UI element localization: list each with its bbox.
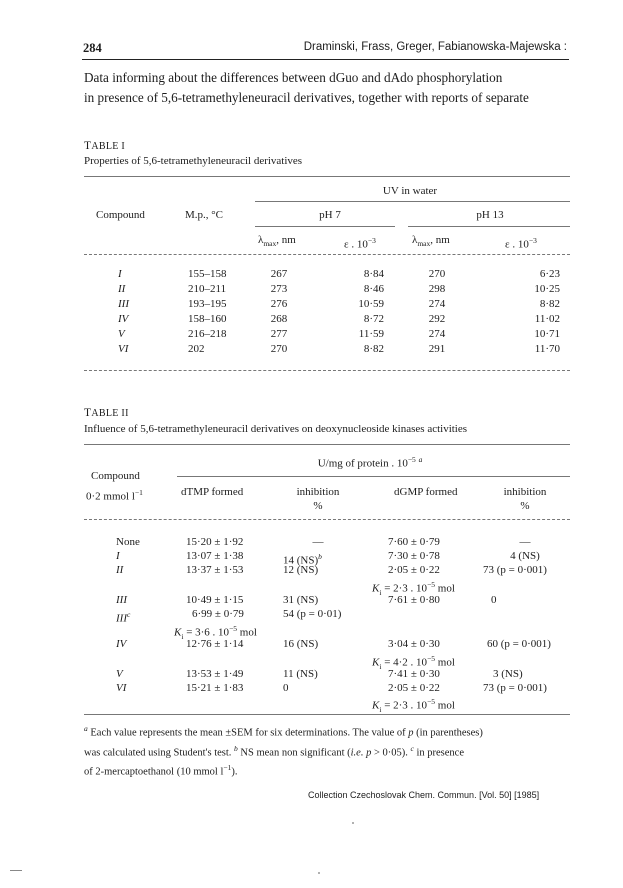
footnote-line: was calculated using Student's test. $^b$ NS mean non significant (i.e. p > 0·05). $^c$ in presence — [84, 743, 465, 758]
table2-dtmp: 10·49 ± 1·15 — [186, 594, 244, 606]
running-header-authors: Draminski, Frass, Greger, Fabianowska-Majewska : — [303, 41, 567, 53]
table1-l7: 270 — [270, 343, 288, 355]
table2-inh2: 73 (p = 0·001) — [483, 682, 547, 694]
table2-dgmp: 3·04 ± 0·30 — [388, 638, 440, 650]
table2-inh1: 14 (NS)$^b$ — [283, 552, 322, 567]
table1-mp: 193–195 — [188, 298, 227, 310]
table1-e7: 8·82 — [363, 343, 384, 355]
table2-top-rule — [84, 444, 570, 445]
table1-compound: V — [118, 328, 125, 340]
table2-dgmp: 7·60 ± 0·79 — [388, 536, 440, 548]
table2-inh1: 31 (NS) — [283, 594, 319, 606]
table1-e13: 10·71 — [534, 328, 560, 340]
table2-dgmp-ki: $K_i = 2\cdot 3$ . $10^{-5}$ mol — [372, 580, 455, 597]
table1-l13: 298 — [428, 283, 446, 295]
table1-mp: 202 — [188, 343, 205, 355]
table2-inh2: 4 (NS) — [510, 550, 540, 562]
table1-ph13-rule — [408, 226, 570, 227]
table1-head-lmax1: $\lambda_{max}$, nm — [258, 234, 296, 249]
table1-mp: 210–211 — [188, 283, 227, 295]
table1-compound: I — [118, 268, 122, 280]
table2-inh2: 60 (p = 0·001) — [487, 638, 551, 650]
table2-dgmp: 7·30 ± 0·78 — [388, 550, 440, 562]
table1-label: TABLE I — [84, 140, 126, 152]
table2-head-pct1: % — [313, 500, 323, 512]
table2-head-compound: Compound — [91, 470, 140, 482]
header-rule — [82, 59, 569, 60]
table1-l13: 274 — [428, 298, 446, 310]
table1-compound: III — [118, 298, 129, 310]
scan-speck — [318, 872, 320, 874]
table2-inh1: — — [312, 536, 324, 548]
table2-dtmp: 15·21 ± 1·83 — [186, 682, 244, 694]
table1-e7: 8·84 — [363, 268, 384, 280]
table1-uv-rule — [255, 201, 570, 202]
table1-head-mp: M.p., °C — [185, 209, 224, 221]
table1-head-ph13: pH 13 — [476, 209, 504, 221]
table2-inh1: 11 (NS) — [283, 668, 318, 680]
intro-paragraph — [84, 68, 572, 108]
table1-compound: IV — [118, 313, 129, 325]
table2-inh1: 0 — [283, 682, 289, 694]
table2-compound: I — [116, 550, 120, 562]
table1-e13: 8·82 — [539, 298, 560, 310]
table1-bottom-rule — [84, 370, 570, 371]
table1-e13: 11·70 — [534, 343, 560, 355]
table2-head-units: U/mg of protein . $10^{-5}$ $^a$ — [317, 455, 423, 470]
table2-head-dtmp: dTMP formed — [181, 486, 244, 498]
table2-head-inh2: inhibition — [503, 486, 547, 498]
table2-dtmp: 13·53 ± 1·49 — [186, 668, 244, 680]
footnote-line: $^a$ Each value represents the mean ±SEM for six determinations. The value of p (in parentheses) — [84, 724, 483, 739]
table2-bottom-rule — [84, 714, 570, 715]
table1-ph7-rule — [255, 226, 395, 227]
table2-dtmp-ki: $K_i = 3\cdot 6$ . $10^{-5}$ mol — [174, 624, 257, 641]
table2-footnotes — [84, 721, 572, 780]
table2-inh1: 16 (NS) — [283, 638, 319, 650]
table1-e13: 6·23 — [539, 268, 560, 280]
table1-head-lmax2: $\lambda_{max}$, nm — [412, 234, 450, 249]
table2-dtmp: 15·20 ± 1·92 — [186, 536, 244, 548]
table1-l7: 277 — [270, 328, 288, 340]
table1-head-rule — [84, 254, 570, 255]
table2-inh1: 12 (NS) — [283, 564, 319, 576]
table2-units-rule — [177, 476, 570, 477]
scan-speck — [352, 822, 354, 824]
table1-head-eps1: ε . $10^{-3}$ — [344, 236, 376, 251]
table2-dgmp: 7·61 ± 0·80 — [388, 594, 440, 606]
table2-compound: II — [116, 564, 124, 576]
table1-l7: 276 — [270, 298, 288, 310]
table2-head-pct2: % — [520, 500, 530, 512]
table2-dgmp: 2·05 ± 0·22 — [388, 564, 440, 576]
table2-dtmp: 6·99 ± 0·79 — [192, 608, 244, 620]
table1-l7: 267 — [270, 268, 288, 280]
table1-e7: 8·72 — [363, 313, 384, 325]
table2-inh2: 73 (p = 0·001) — [483, 564, 547, 576]
footnote-line: of 2-mercaptoethanol (10 mmol $l^{-1}$). — [84, 763, 238, 778]
journal-footer: Collection Czechoslovak Chem. Commun. [Vol. 50] [1985] — [308, 790, 540, 800]
table2-dtmp: 13·37 ± 1·53 — [186, 564, 244, 576]
table2-compound: V — [116, 668, 123, 680]
table1-head-uv: UV in water — [382, 185, 438, 197]
table2-inh2: 3 (NS) — [493, 668, 523, 680]
table2-dtmp: 13·07 ± 1·38 — [186, 550, 244, 562]
table1-mp: 216–218 — [188, 328, 227, 340]
table1-top-rule — [84, 176, 570, 177]
table2-head-dgmp: dGMP formed — [394, 486, 458, 498]
page-number: 284 — [83, 41, 102, 55]
table1-l13: 274 — [428, 328, 446, 340]
table1-head-eps2: ε . $10^{-3}$ — [505, 236, 537, 251]
table2-inh1: 54 (p = 0·01) — [283, 608, 342, 620]
intro-line: in presence of 5,6-tetramethyleneuracil derivatives, together with reports of separate — [84, 90, 529, 105]
table1-e13: 10·25 — [534, 283, 560, 295]
table2-inh2: 0 — [491, 594, 497, 606]
table2-label: TABLE II — [84, 407, 129, 419]
table1-mp: 155–158 — [188, 268, 227, 280]
table2-head-inh1: inhibition — [296, 486, 340, 498]
scan-mark — [10, 870, 22, 871]
table1-mp: 158–160 — [188, 313, 227, 325]
table1-l13: 291 — [428, 343, 446, 355]
table2-compound: None — [116, 536, 140, 548]
table1-head-compound: Compound — [96, 209, 145, 221]
table2-dgmp-ki: $K_i = 2\cdot 3$ . $10^{-5}$ mol — [372, 697, 455, 714]
table1-l13: 270 — [428, 268, 446, 280]
table2-compound: VI — [116, 682, 127, 694]
table2-dtmp: 12·76 ± 1·14 — [186, 638, 244, 650]
table2-compound: III — [116, 594, 127, 606]
table1-l13: 292 — [428, 313, 446, 325]
table1-e7: 10·59 — [358, 298, 384, 310]
table1-caption: Properties of 5,6-tetramethyleneuracil derivatives — [84, 155, 303, 167]
table2-head-conc: 0·2 mmol $l^{-1}$ — [86, 488, 143, 503]
table2-dgmp-ki: $K_i = 4\cdot 2$ . $10^{-5}$ mol — [372, 654, 455, 671]
table1-l7: 268 — [270, 313, 288, 325]
table1-e13: 11·02 — [534, 313, 560, 325]
table2-dgmp: 7·41 ± 0·30 — [388, 668, 440, 680]
table2-compound: IV — [116, 638, 127, 650]
table1-e7: 11·59 — [358, 328, 384, 340]
table1-head-ph7: pH 7 — [319, 209, 341, 221]
table1-compound: II — [118, 283, 126, 295]
table2-inh2: — — [519, 536, 531, 548]
table2-dgmp: 2·05 ± 0·22 — [388, 682, 440, 694]
table2-caption: Influence of 5,6-tetramethyleneuracil derivatives on deoxynucleoside kinases activities — [84, 423, 468, 435]
table1-compound: VI — [118, 343, 129, 355]
table2-compound: III$^c$ — [116, 610, 131, 625]
table1-e7: 8·46 — [363, 283, 384, 295]
table1-l7: 273 — [270, 283, 288, 295]
table2-head-rule — [84, 519, 570, 520]
intro-line: Data informing about the differences between dGuo and dAdo phosphorylation — [84, 70, 503, 85]
